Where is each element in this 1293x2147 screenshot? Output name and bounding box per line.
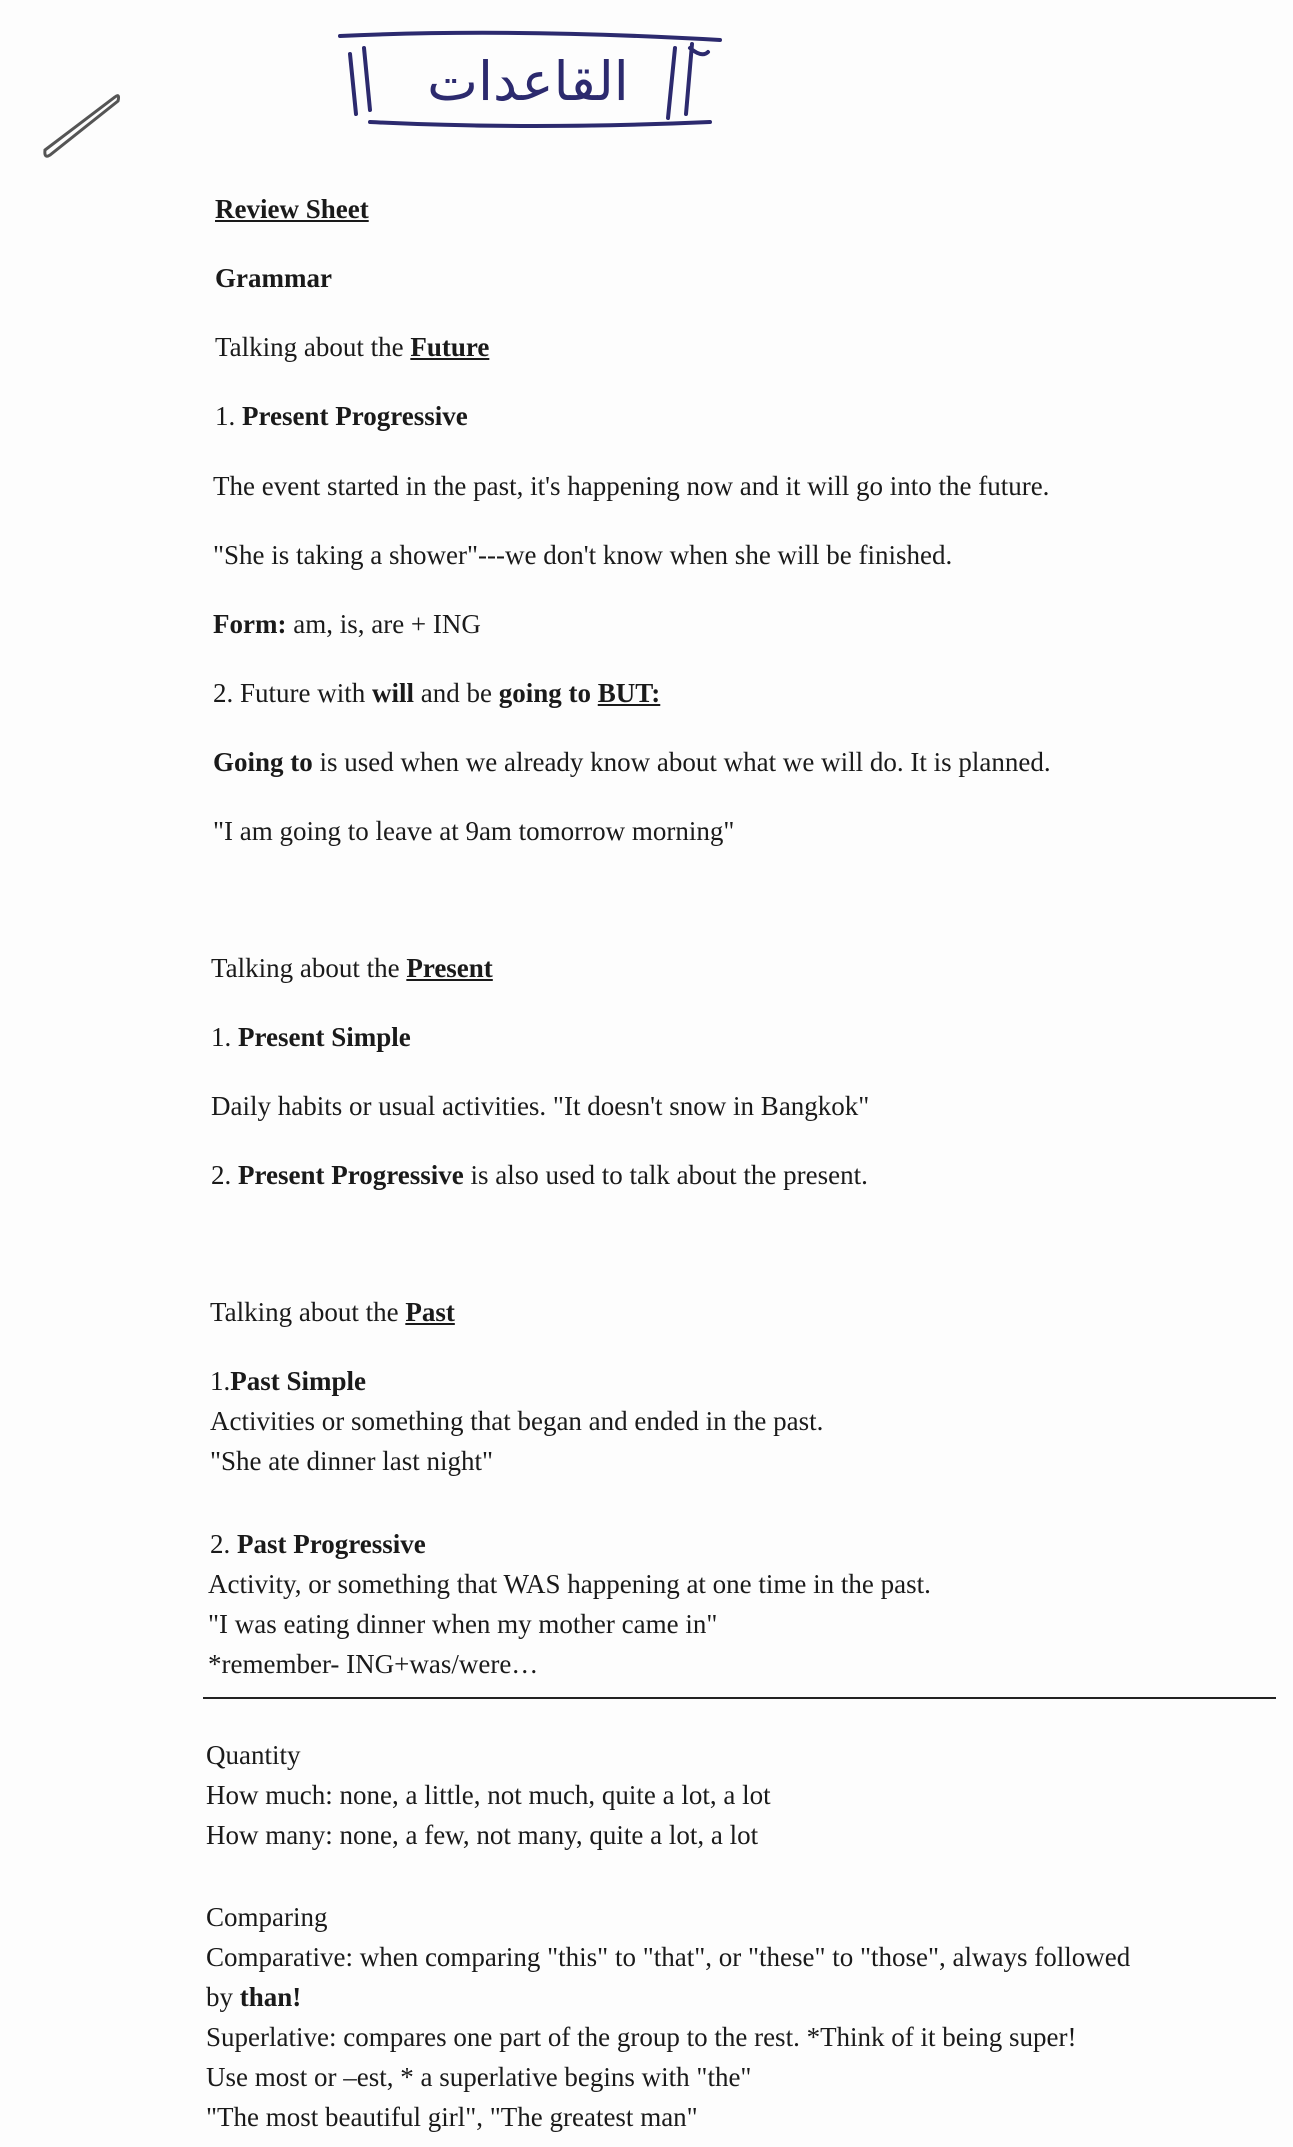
future-item2-but: BUT: — [597, 678, 661, 708]
future-item2-will: will — [372, 678, 415, 708]
paperclip-icon — [30, 85, 130, 175]
quantity-line1: How much: none, a little, not much, quite a lot, a lot — [206, 1780, 771, 1810]
present-intro-prefix: Talking about the — [211, 953, 407, 983]
past-item2-title: Past Progressive — [237, 1529, 426, 1559]
future-line2: "She is taking a shower"---we don't know when she will be finished. — [213, 540, 953, 570]
arabic-title: القاعدات — [427, 50, 629, 113]
present-intro — [211, 951, 493, 985]
present-item2-text: is also used to talk about the present. — [463, 1160, 868, 1190]
past-intro-word: Past — [405, 1297, 455, 1327]
past-item1-title: Past Simple — [230, 1366, 367, 1396]
present-item2-num: 2. — [211, 1160, 238, 1190]
comparing-line2-bold: than! — [239, 1982, 302, 2012]
going-text: is used when we already know about what we will do. It is planned. — [312, 747, 1051, 777]
past-intro-prefix: Talking about the — [210, 1297, 406, 1327]
comparing-line3: Superlative: compares one part of the group to the rest. *Think of it being super! — [206, 2022, 1077, 2052]
future-example: "I am going to leave at 9am tomorrow morning" — [213, 816, 735, 846]
past-item1-num: 1. — [210, 1366, 231, 1396]
comparing-line2 — [206, 1980, 301, 2014]
future-going — [213, 745, 1051, 779]
divider-line — [203, 1697, 1276, 1699]
past-line3: Activity, or something that WAS happening at one time in the past. — [208, 1569, 931, 1599]
comparing-line4: Use most or –est, * a superlative begins with "the" — [206, 2062, 752, 2092]
past-line4: "I was eating dinner when my mother came in" — [208, 1609, 718, 1639]
comparing-line2-prefix: by — [206, 1982, 240, 2012]
future-item2-space — [591, 678, 598, 708]
past-intro — [210, 1295, 455, 1329]
present-item1 — [211, 1020, 411, 1054]
page-title: Review Sheet — [215, 194, 369, 224]
present-item1-num: 1. — [211, 1022, 238, 1052]
past-item2-num: 2. — [210, 1529, 237, 1559]
future-item2 — [213, 676, 660, 710]
handwritten-header — [330, 18, 760, 138]
future-item2-prefix: 2. Future with — [213, 678, 372, 708]
future-item2-going: going to — [498, 678, 591, 708]
future-form — [213, 607, 481, 641]
future-line1: The event started in the past, it's happening now and it will go into the future. — [213, 471, 1050, 501]
future-intro-word: Future — [410, 332, 490, 362]
comparing-line1: Comparative: when comparing "this" to "that", or "these" to "those", always followed — [206, 1942, 1131, 1972]
comparing-heading: Comparing — [206, 1902, 328, 1932]
past-line1: Activities or something that began and ended in the past. — [210, 1406, 824, 1436]
present-intro-word: Present — [406, 953, 493, 983]
present-item2-title: Present Progressive — [238, 1160, 464, 1190]
grammar-heading: Grammar — [215, 263, 332, 293]
going-label: Going to — [213, 747, 313, 777]
form-label: Form: — [213, 609, 287, 639]
future-item1-num: 1. — [215, 401, 242, 431]
past-item1 — [210, 1364, 366, 1398]
future-intro — [215, 330, 489, 364]
quantity-line2: How many: none, a few, not many, quite a lot, a lot — [206, 1820, 759, 1850]
past-line5: *remember- ING+was/were… — [208, 1649, 539, 1679]
present-item1-title: Present Simple — [238, 1022, 411, 1052]
past-line2: "She ate dinner last night" — [210, 1446, 493, 1476]
present-item2 — [211, 1158, 868, 1192]
present-line1: Daily habits or usual activities. "It doesn't snow in Bangkok" — [211, 1091, 870, 1121]
form-text: am, is, are + ING — [286, 609, 481, 639]
future-intro-prefix: Talking about the — [215, 332, 411, 362]
quantity-heading: Quantity — [206, 1740, 301, 1770]
future-item1-title: Present Progressive — [242, 401, 468, 431]
past-item2 — [210, 1527, 426, 1561]
future-item1 — [215, 399, 468, 433]
future-item2-mid: and be — [414, 678, 499, 708]
comparing-line5: "The most beautiful girl", "The greatest man" — [206, 2102, 698, 2132]
